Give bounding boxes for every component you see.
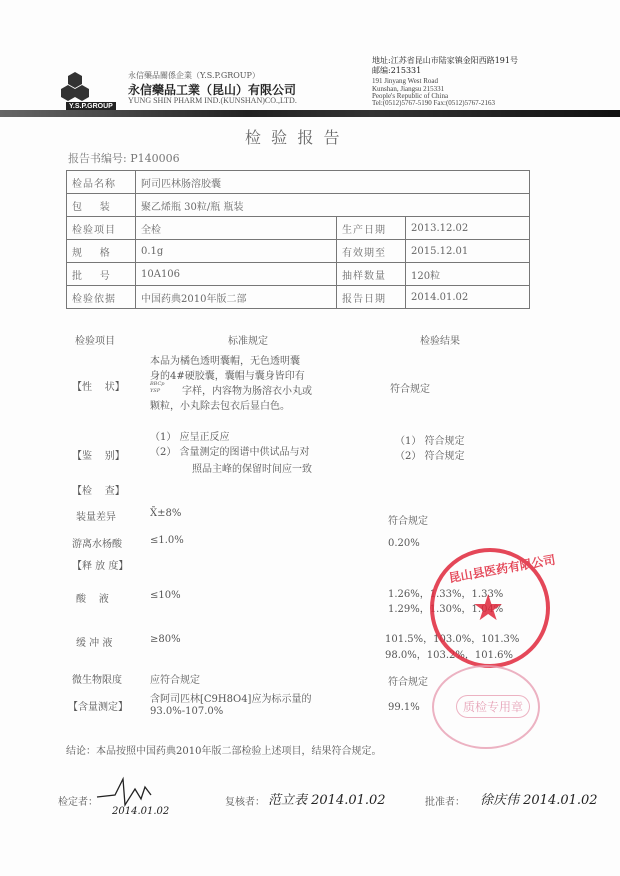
- tester-signature: [95, 775, 155, 810]
- weight-result: 符合规定: [388, 516, 428, 527]
- check-label: 【检 查】: [72, 486, 125, 497]
- report-number: 报告书编号: P140006: [68, 152, 180, 165]
- assay-result: 99.1%: [388, 702, 420, 713]
- label: 检品名称: [67, 171, 136, 194]
- logo-icon: [75, 85, 89, 101]
- document-title: 检 验 报 告: [245, 128, 340, 147]
- capsule-mark: YSP: [150, 388, 161, 394]
- basis: 中国药典2010年版二部: [136, 286, 337, 309]
- address-en-3: People's Republic of China: [372, 92, 449, 100]
- appearance-std: 本品为橘色透明囊帽，无色透明囊: [150, 356, 300, 367]
- salicylic-label: 游离水杨酸: [72, 539, 122, 550]
- expiry-date: 2015.12.01: [406, 240, 530, 263]
- stamp-text: 质检专用章: [456, 695, 530, 718]
- capsule-mark: BBCp: [150, 381, 165, 387]
- micro-std: 应符合规定: [150, 675, 200, 686]
- buffer-std: ≥80%: [150, 634, 181, 645]
- label: 检验依据: [67, 286, 136, 309]
- logo-tag: Y.S.P.GROUP: [66, 102, 116, 111]
- conclusion: 结论：本品按照中国药典2010年版二部检验上述项目，结果符合规定。: [66, 746, 382, 757]
- header-bar: [0, 110, 620, 117]
- report-date: 2014.01.02: [406, 286, 530, 309]
- stamp-text: 昆山县医药有限公司: [447, 552, 557, 586]
- group-name: 永信藥品關係企業（Y.S.P.GROUP）: [128, 71, 260, 80]
- contact: Tel:(0512)5767-5190 Fax:(0512)5767-2163: [372, 99, 495, 107]
- product-name: 阿司匹林肠溶胶囊: [136, 171, 530, 194]
- mfg-date: 2013.12.02: [406, 217, 530, 240]
- ident-result: （2） 符合规定: [395, 451, 465, 462]
- col-result: 检验结果: [420, 336, 460, 347]
- reviewer-signature: 范立表 2014.01.02: [268, 793, 386, 808]
- appearance-std: 身的4#硬胶囊，囊帽与囊身皆印有: [150, 371, 305, 382]
- inspection-item: 全检: [136, 217, 337, 240]
- ident-std: 照品主峰的保留时间应一致: [192, 464, 312, 475]
- col-standard: 标准规定: [228, 336, 268, 347]
- appearance-result: 符合规定: [390, 384, 430, 395]
- acid-result: 1.26%，1.33%，1.33%: [388, 589, 504, 600]
- sample-quantity: 120粒: [406, 263, 530, 286]
- label: 抽样数量: [337, 263, 406, 286]
- weight-std: X̄±8%: [150, 508, 182, 519]
- appearance-std: 字样，内容物为肠溶衣小丸或: [182, 386, 312, 397]
- acid-result: 1.29%，1.30%，1.04%: [388, 604, 504, 615]
- qc-stamp: [432, 665, 540, 749]
- company-name-cn: 永信藥品工業（昆山）有限公司: [128, 83, 297, 97]
- buffer-result: 101.5%，103.0%，101.3%: [385, 634, 520, 645]
- label: 批 号: [67, 263, 136, 286]
- label: 生产日期: [337, 217, 406, 240]
- batch-number: 10A106: [136, 263, 337, 286]
- info-table: [66, 170, 530, 309]
- address-en-2: Kunshan, Jiangsu 215331: [372, 85, 445, 93]
- company-name-en: YUNG SHIN PHARM IND.(KUNSHAN)CO.,LTD.: [128, 96, 297, 105]
- salicylic-result: 0.20%: [388, 538, 420, 549]
- micro-result: 符合规定: [388, 677, 428, 688]
- postcode: 邮编:215331: [372, 66, 422, 75]
- weight-label: 装量差异: [76, 512, 116, 523]
- ident-result: （1） 符合规定: [395, 436, 465, 447]
- tester-label: 检定者：: [58, 797, 98, 808]
- release-label: 【释 放 度】: [72, 561, 129, 572]
- ident-std: （2） 含量测定的图谱中供试品与对: [150, 447, 310, 458]
- spec: 0.1g: [136, 240, 337, 263]
- salicylic-std: ≤1.0%: [150, 535, 184, 546]
- address-cn: 地址:江苏省昆山市陆家镇金阳西路191号: [372, 56, 518, 65]
- buffer-result: 98.0%，103.2%，101.6%: [385, 650, 514, 661]
- acid-label: 酸 液: [76, 594, 109, 605]
- label: 有效期至: [337, 240, 406, 263]
- assay-label: 【含量测定】: [68, 702, 128, 713]
- package: 聚乙烯瓶 30粒/瓶 瓶装: [136, 194, 530, 217]
- address-en-1: 191 Jinyang West Road: [372, 77, 438, 85]
- assay-std: 含阿司匹林[C9H8O4]应为标示量的: [150, 694, 312, 705]
- col-item: 检验项目: [75, 336, 115, 347]
- approver-label: 批准者：: [425, 797, 465, 808]
- logo-icon: [61, 85, 75, 101]
- label: 包 装: [67, 194, 136, 217]
- ident-label: 【鉴 别】: [72, 451, 125, 462]
- reviewer-label: 复核者：: [225, 797, 265, 808]
- micro-label: 微生物限度: [72, 675, 122, 686]
- approver-signature: 徐庆伟 2014.01.02: [480, 793, 598, 808]
- tester-date: 2014.01.02: [112, 806, 170, 817]
- star-icon: ★: [472, 588, 505, 629]
- logo-icon: [68, 72, 82, 88]
- label: 规 格: [67, 240, 136, 263]
- acid-std: ≤10%: [150, 590, 181, 601]
- assay-std: 93.0%-107.0%: [150, 706, 224, 717]
- label: 报告日期: [337, 286, 406, 309]
- buffer-label: 缓 冲 液: [76, 638, 113, 649]
- label: 检验项目: [67, 217, 136, 240]
- company-stamp: [430, 548, 557, 668]
- ident-std: （1） 应呈正反应: [150, 432, 230, 443]
- appearance-label: 【性 状】: [72, 382, 125, 393]
- appearance-std: 颗粒，小丸除去包衣后显白色。: [150, 401, 290, 412]
